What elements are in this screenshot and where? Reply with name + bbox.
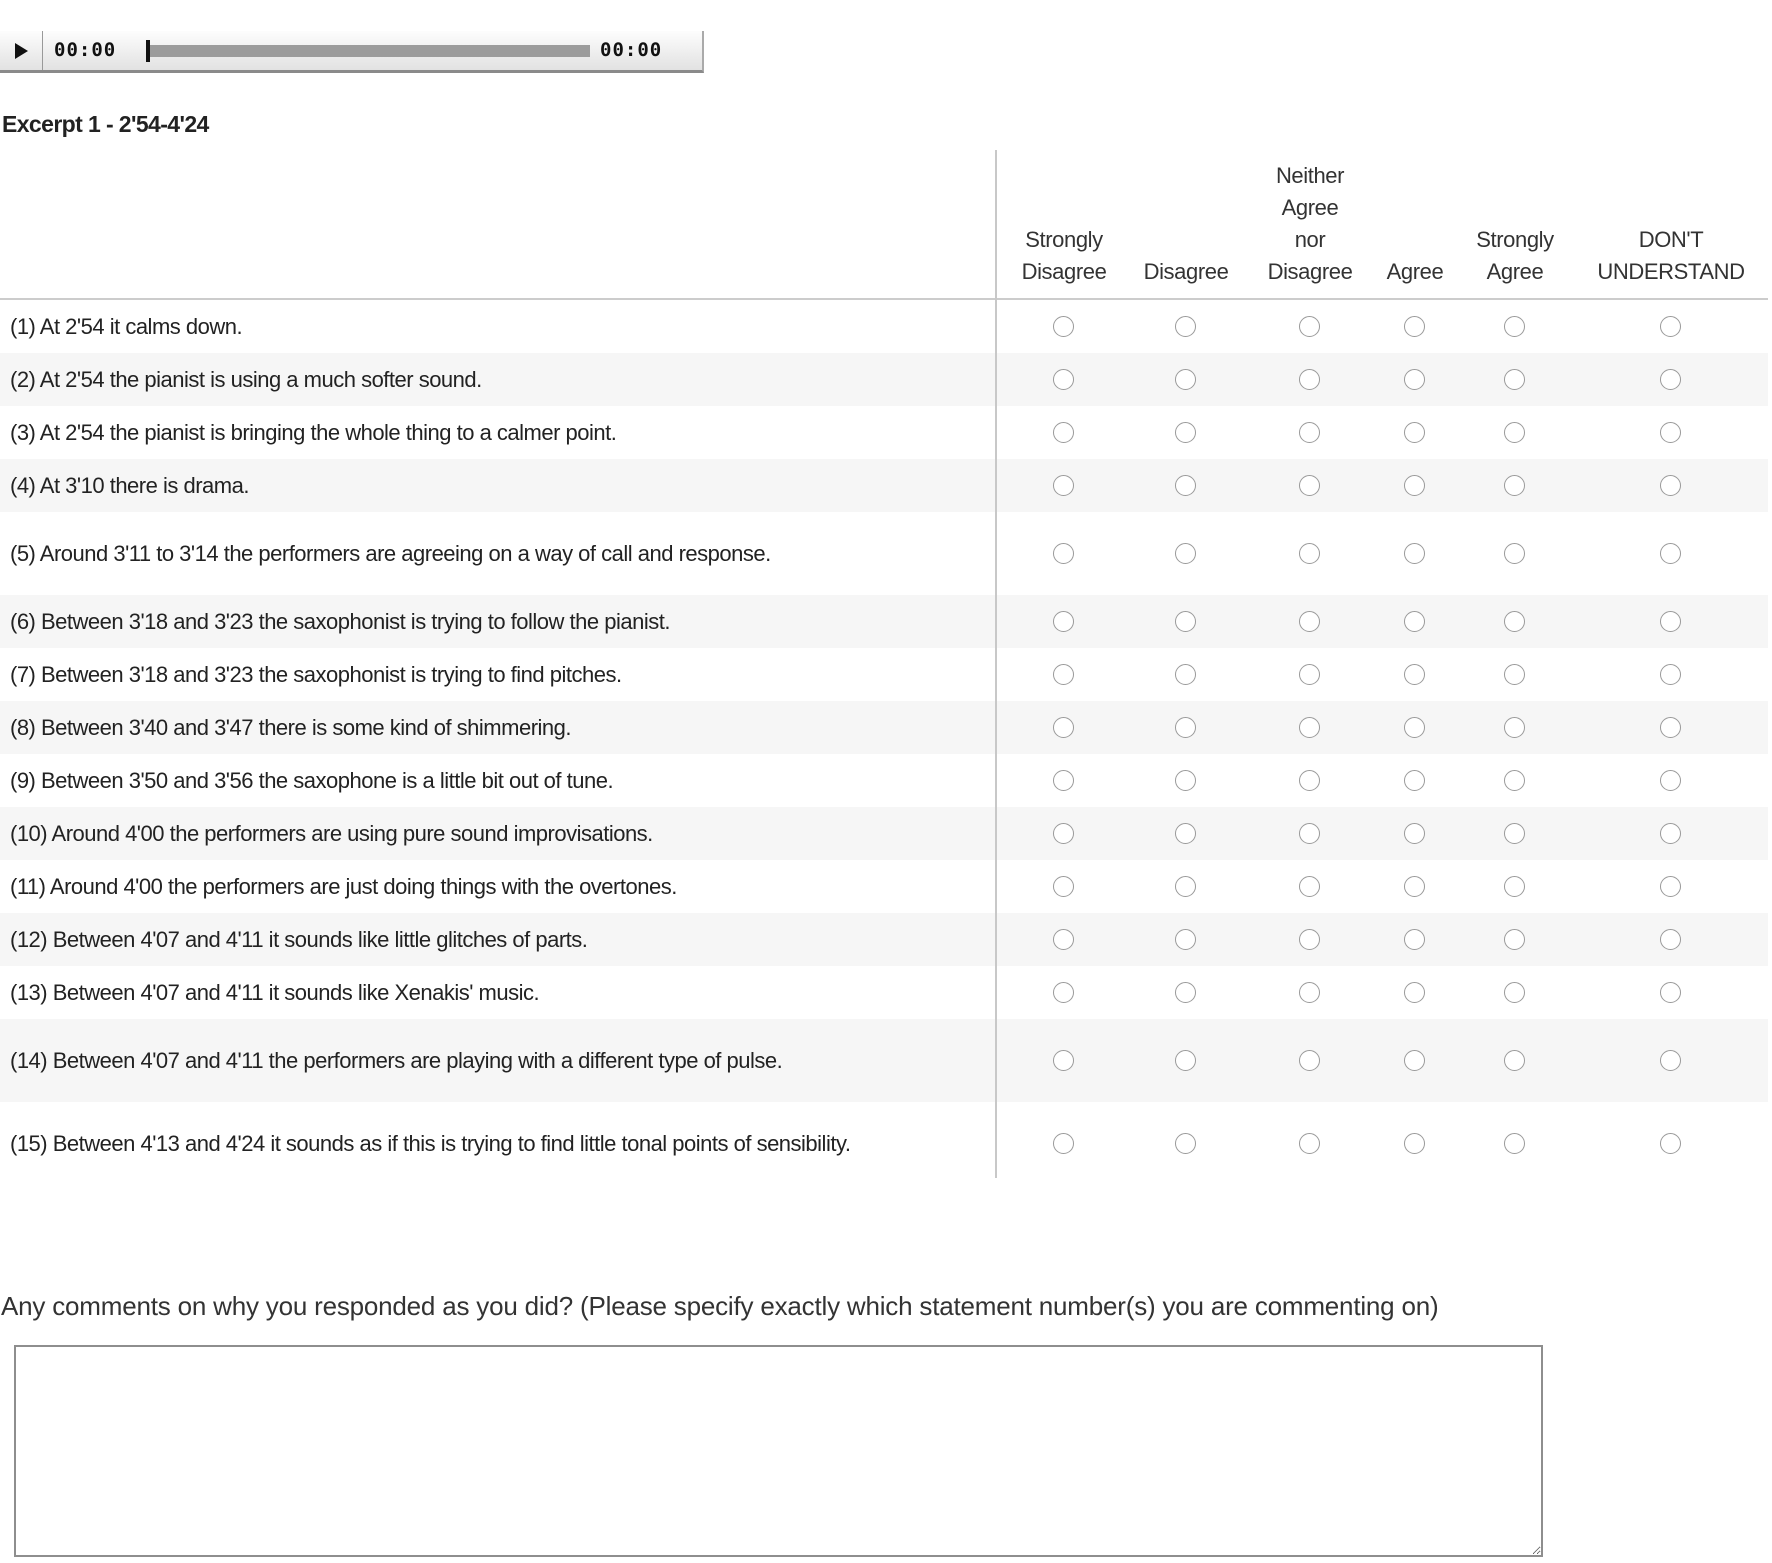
radio-option[interactable] bbox=[1299, 1050, 1320, 1071]
radio-option[interactable] bbox=[1053, 611, 1074, 632]
radio-option[interactable] bbox=[1175, 1133, 1196, 1154]
seek-bar[interactable] bbox=[150, 45, 590, 57]
column-header: Disagree bbox=[1143, 259, 1229, 284]
radio-option[interactable] bbox=[1504, 1133, 1525, 1154]
column-header: Neither Agree nor Disagree bbox=[1267, 163, 1353, 284]
radio-option[interactable] bbox=[1660, 316, 1681, 337]
audio-player bbox=[0, 31, 704, 73]
statement-text: (2) At 2'54 the pianist is using a much softer sound. bbox=[10, 366, 482, 392]
radio-option[interactable] bbox=[1660, 717, 1681, 738]
radio-option[interactable] bbox=[1404, 316, 1425, 337]
radio-option[interactable] bbox=[1404, 543, 1425, 564]
radio-option[interactable] bbox=[1053, 369, 1074, 390]
radio-option[interactable] bbox=[1053, 823, 1074, 844]
radio-option[interactable] bbox=[1299, 316, 1320, 337]
radio-option[interactable] bbox=[1504, 929, 1525, 950]
radio-option[interactable] bbox=[1404, 1050, 1425, 1071]
radio-option[interactable] bbox=[1053, 876, 1074, 897]
column-header: Agree bbox=[1386, 259, 1444, 284]
radio-option[interactable] bbox=[1404, 422, 1425, 443]
radio-option[interactable] bbox=[1175, 717, 1196, 738]
radio-option[interactable] bbox=[1660, 664, 1681, 685]
radio-option[interactable] bbox=[1660, 1133, 1681, 1154]
table-row bbox=[0, 701, 1768, 754]
table-row bbox=[0, 353, 1768, 406]
radio-option[interactable] bbox=[1660, 611, 1681, 632]
radio-option[interactable] bbox=[1299, 717, 1320, 738]
radio-option[interactable] bbox=[1053, 929, 1074, 950]
play-button[interactable] bbox=[0, 31, 43, 70]
radio-option[interactable] bbox=[1404, 475, 1425, 496]
radio-option[interactable] bbox=[1504, 982, 1525, 1003]
statement-text: (12) Between 4'07 and 4'11 it sounds like little glitches of parts. bbox=[10, 926, 588, 952]
statement-text: (8) Between 3'40 and 3'47 there is some kind of shimmering. bbox=[10, 714, 571, 740]
radio-option[interactable] bbox=[1504, 369, 1525, 390]
comments-textarea[interactable] bbox=[14, 1345, 1543, 1557]
statement-text: (14) Between 4'07 and 4'11 the performers are playing with a different type of pulse. bbox=[10, 1047, 783, 1073]
radio-option[interactable] bbox=[1175, 876, 1196, 897]
radio-option[interactable] bbox=[1053, 982, 1074, 1003]
radio-option[interactable] bbox=[1504, 316, 1525, 337]
table-row bbox=[0, 966, 1768, 1019]
radio-option[interactable] bbox=[1175, 475, 1196, 496]
statement-text: (4) At 3'10 there is drama. bbox=[10, 472, 249, 498]
radio-option[interactable] bbox=[1299, 876, 1320, 897]
radio-option[interactable] bbox=[1053, 664, 1074, 685]
radio-option[interactable] bbox=[1504, 543, 1525, 564]
radio-option[interactable] bbox=[1404, 369, 1425, 390]
likert-matrix bbox=[0, 150, 1768, 1185]
radio-option[interactable] bbox=[1053, 475, 1074, 496]
radio-option[interactable] bbox=[1175, 770, 1196, 791]
statement-text: (11) Around 4'00 the performers are just doing things with the overtones. bbox=[10, 873, 677, 899]
matrix-body bbox=[0, 300, 1768, 1185]
radio-option[interactable] bbox=[1504, 475, 1525, 496]
column-header: Strongly Disagree bbox=[1021, 227, 1107, 284]
radio-option[interactable] bbox=[1299, 611, 1320, 632]
radio-option[interactable] bbox=[1404, 929, 1425, 950]
radio-option[interactable] bbox=[1660, 543, 1681, 564]
radio-option[interactable] bbox=[1299, 543, 1320, 564]
radio-option[interactable] bbox=[1660, 369, 1681, 390]
radio-option[interactable] bbox=[1175, 369, 1196, 390]
statement-text: (13) Between 4'07 and 4'11 it sounds like Xenakis' music. bbox=[10, 979, 540, 1005]
radio-option[interactable] bbox=[1175, 316, 1196, 337]
radio-option[interactable] bbox=[1053, 543, 1074, 564]
radio-option[interactable] bbox=[1404, 717, 1425, 738]
radio-option[interactable] bbox=[1175, 823, 1196, 844]
radio-option[interactable] bbox=[1660, 876, 1681, 897]
table-row bbox=[0, 512, 1768, 595]
statement-text: (7) Between 3'18 and 3'23 the saxophonist is trying to find pitches. bbox=[10, 661, 622, 687]
statement-text: (1) At 2'54 it calms down. bbox=[10, 313, 243, 339]
radio-option[interactable] bbox=[1299, 475, 1320, 496]
radio-option[interactable] bbox=[1504, 876, 1525, 897]
radio-option[interactable] bbox=[1504, 422, 1525, 443]
statement-text: (5) Around 3'11 to 3'14 the performers are agreeing on a way of call and response. bbox=[10, 540, 771, 566]
radio-option[interactable] bbox=[1504, 823, 1525, 844]
play-icon bbox=[13, 42, 29, 60]
table-row bbox=[0, 754, 1768, 807]
radio-option[interactable] bbox=[1404, 982, 1425, 1003]
table-row bbox=[0, 807, 1768, 860]
table-row bbox=[0, 1019, 1768, 1102]
radio-option[interactable] bbox=[1175, 543, 1196, 564]
column-divider bbox=[995, 150, 997, 1178]
radio-option[interactable] bbox=[1053, 1133, 1074, 1154]
radio-option[interactable] bbox=[1175, 929, 1196, 950]
radio-option[interactable] bbox=[1299, 929, 1320, 950]
statement-text: (10) Around 4'00 the performers are using pure sound improvisations. bbox=[10, 820, 653, 846]
comments-label: Any comments on why you responded as you did? (Please specify exactly which statement number(s) you are commenting on) bbox=[1, 1291, 1439, 1321]
radio-option[interactable] bbox=[1299, 823, 1320, 844]
excerpt-title: Excerpt 1 - 2'54-4'24 bbox=[2, 111, 209, 137]
table-row bbox=[0, 595, 1768, 648]
column-header: DON'T UNDERSTAND bbox=[1597, 227, 1745, 284]
radio-option[interactable] bbox=[1053, 717, 1074, 738]
radio-option[interactable] bbox=[1504, 770, 1525, 791]
radio-option[interactable] bbox=[1660, 422, 1681, 443]
table-row bbox=[0, 1102, 1768, 1185]
radio-option[interactable] bbox=[1504, 717, 1525, 738]
current-time: 00:00 bbox=[54, 39, 117, 61]
duration: 00:00 bbox=[600, 39, 663, 61]
radio-option[interactable] bbox=[1660, 929, 1681, 950]
column-header: Strongly Agree bbox=[1476, 227, 1554, 284]
radio-option[interactable] bbox=[1053, 770, 1074, 791]
radio-option[interactable] bbox=[1504, 611, 1525, 632]
seek-handle[interactable] bbox=[146, 40, 150, 62]
radio-option[interactable] bbox=[1504, 664, 1525, 685]
radio-option[interactable] bbox=[1299, 1133, 1320, 1154]
radio-option[interactable] bbox=[1299, 770, 1320, 791]
table-row bbox=[0, 860, 1768, 913]
radio-option[interactable] bbox=[1299, 982, 1320, 1003]
radio-option[interactable] bbox=[1053, 422, 1074, 443]
radio-option[interactable] bbox=[1660, 1050, 1681, 1071]
radio-option[interactable] bbox=[1299, 369, 1320, 390]
radio-option[interactable] bbox=[1175, 664, 1196, 685]
radio-option[interactable] bbox=[1404, 611, 1425, 632]
radio-option[interactable] bbox=[1660, 770, 1681, 791]
radio-option[interactable] bbox=[1660, 475, 1681, 496]
statement-text: (9) Between 3'50 and 3'56 the saxophone is a little bit out of tune. bbox=[10, 767, 614, 793]
radio-option[interactable] bbox=[1660, 982, 1681, 1003]
radio-option[interactable] bbox=[1053, 1050, 1074, 1071]
statement-text: (6) Between 3'18 and 3'23 the saxophonist is trying to follow the pianist. bbox=[10, 608, 670, 634]
radio-option[interactable] bbox=[1053, 316, 1074, 337]
radio-option[interactable] bbox=[1404, 770, 1425, 791]
radio-option[interactable] bbox=[1175, 422, 1196, 443]
radio-option[interactable] bbox=[1175, 982, 1196, 1003]
table-row bbox=[0, 406, 1768, 459]
matrix-header bbox=[0, 150, 1768, 300]
radio-option[interactable] bbox=[1299, 422, 1320, 443]
statement-text: (3) At 2'54 the pianist is bringing the whole thing to a calmer point. bbox=[10, 419, 617, 445]
radio-option[interactable] bbox=[1175, 1050, 1196, 1071]
radio-option[interactable] bbox=[1504, 1050, 1525, 1071]
table-row bbox=[0, 648, 1768, 701]
table-row bbox=[0, 300, 1768, 353]
radio-option[interactable] bbox=[1404, 876, 1425, 897]
radio-option[interactable] bbox=[1660, 823, 1681, 844]
table-row bbox=[0, 913, 1768, 966]
radio-option[interactable] bbox=[1404, 823, 1425, 844]
radio-option[interactable] bbox=[1175, 611, 1196, 632]
statement-text: (15) Between 4'13 and 4'24 it sounds as if this is trying to find little tonal points of sensibility. bbox=[10, 1130, 851, 1156]
radio-option[interactable] bbox=[1299, 664, 1320, 685]
table-row bbox=[0, 459, 1768, 512]
radio-option[interactable] bbox=[1404, 664, 1425, 685]
radio-option[interactable] bbox=[1404, 1133, 1425, 1154]
